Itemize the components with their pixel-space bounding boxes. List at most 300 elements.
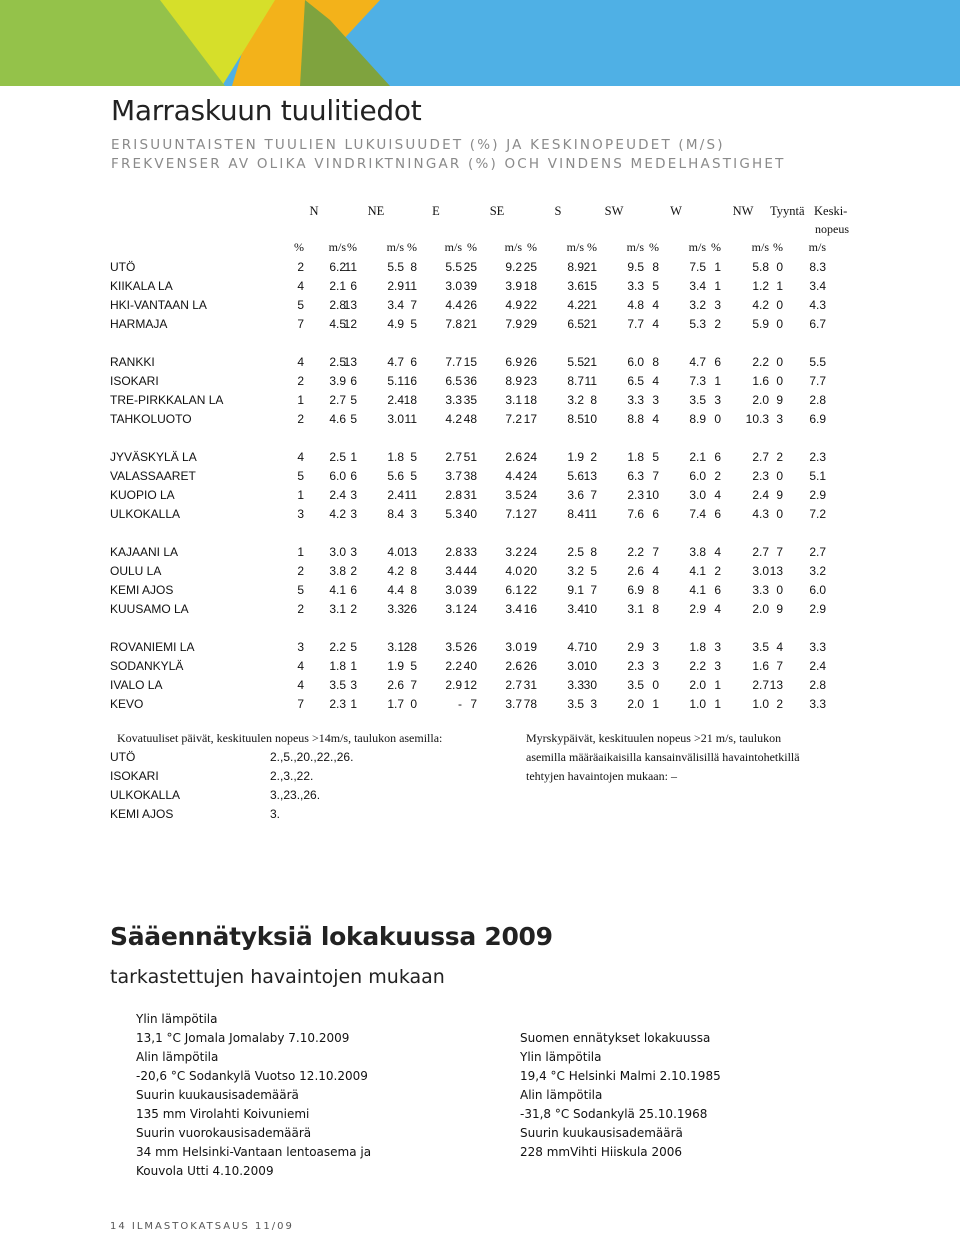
frequency-value: 4 [297,659,304,673]
frequency-value: 8 [652,260,659,274]
speed-value: 3.7 [445,469,462,483]
speed-value: 2.7 [752,678,769,692]
frequency-value: 13 [403,545,417,559]
frequency-value: 11 [584,507,597,521]
speed-value: 7.8 [445,317,462,331]
frequency-value: 4 [297,678,304,692]
direction-header: N [309,204,319,218]
frequency-value: 4 [652,412,659,426]
frequency-value: 7 [590,583,597,597]
speed-value: 4.6 [329,412,346,426]
speed-value: 2.2 [752,355,769,369]
speed-value: 2.9 [809,488,826,502]
frequency-value: 7 [410,298,417,312]
speed-value: 3.3 [387,602,404,616]
speed-value: 1.2 [752,279,769,293]
frequency-value: 35 [463,393,477,407]
speed-value: 3.4 [445,564,462,578]
station-name: RANKKI [110,355,155,369]
frequency-value: 18 [523,393,537,407]
record-right-line: Ylin lämpötila [520,1050,602,1064]
record-left-line: Alin lämpötila [136,1050,219,1064]
frequency-value: 7 [776,659,783,673]
unit-percent-header: % [649,240,659,254]
calm-header: Tyyntä [770,204,805,218]
mean-speed-header: nopeus [815,222,849,236]
frequency-value: 6 [714,583,721,597]
speed-value: 2.7 [752,545,769,559]
storm-station: KEMI AJOS [110,807,174,821]
speed-value: 3.6 [567,279,584,293]
record-right-line: Alin lämpötila [520,1088,603,1102]
unit-ms-header: m/s [444,240,462,254]
speed-value: 2.2 [627,545,644,559]
frequency-value: 24 [523,488,537,502]
speed-value: 5.1 [387,374,404,388]
record-right-line: Suurin kuukausisademäärä [520,1126,683,1140]
frequency-value: 51 [463,450,477,464]
frequency-value: 2 [297,602,304,616]
station-name: KUOPIO LA [110,488,175,502]
frequency-value: 27 [523,507,537,521]
speed-value: 9.2 [505,260,522,274]
speed-value: 6.9 [627,583,644,597]
frequency-value: 6 [714,355,721,369]
frequency-value: 4 [652,564,659,578]
speed-value: 4.2 [329,507,346,521]
frequency-value: 39 [463,279,477,293]
speed-value: 4.1 [689,583,706,597]
frequency-value: 8 [652,583,659,597]
speed-value: 1.0 [689,697,706,711]
frequency-value: 1 [776,279,783,293]
station-name: UTÖ [110,260,136,274]
frequency-value: 12 [343,317,357,331]
frequency-value: 8 [410,583,417,597]
station-name: ULKOKALLA [110,507,181,521]
speed-value: 3.8 [689,545,706,559]
mean-speed-header: Keski- [814,204,848,218]
speed-value: 5.9 [752,317,769,331]
speed-value: 5.6 [567,469,584,483]
unit-ms-header: m/s [566,240,584,254]
unit-percent-header: % [773,240,783,254]
frequency-value: 10 [583,602,597,616]
frequency-value: 0 [776,298,783,312]
station-name: KEMI AJOS [110,583,174,597]
frequency-value: 1 [714,697,721,711]
speed-value: 1.8 [627,450,644,464]
speed-value: 3.6 [567,488,584,502]
speed-value: 7.1 [505,507,522,521]
frequency-value: 23 [523,374,537,388]
frequency-value: 24 [523,545,537,559]
frequency-value: 5 [297,583,304,597]
speed-value: 4.4 [505,469,522,483]
frequency-value: 2 [714,564,721,578]
frequency-value: 2 [297,564,304,578]
frequency-value: 5 [350,640,357,654]
frequency-value: 4 [714,488,721,502]
frequency-value: 0 [776,374,783,388]
frequency-value: 21 [583,260,597,274]
frequency-value: 8 [652,602,659,616]
speed-value: 3.5 [752,640,769,654]
speed-value: 2.8 [809,393,826,407]
frequency-value: 48 [463,412,477,426]
station-name: KUUSAMO LA [110,602,189,616]
direction-header: E [432,204,440,218]
frequency-value: 7 [470,697,477,711]
speed-value: 3.3 [445,393,462,407]
speed-value: 1.6 [752,659,769,673]
speed-value: 3.0 [689,488,706,502]
speed-value: 7.9 [505,317,522,331]
frequency-value: 26 [463,298,477,312]
speed-value: 2.4 [387,393,404,407]
speed-value: 3.4 [387,298,404,312]
frequency-value: 8 [652,355,659,369]
speed-value: 9.5 [627,260,644,274]
frequency-value: 26 [403,602,417,616]
speed-value: 3.2 [809,564,826,578]
speed-value: 3.7 [505,697,522,711]
speed-value: 6.5 [627,374,644,388]
frequency-value: 5 [410,469,417,483]
frequency-value: 13 [583,469,597,483]
storm-days: 3. [270,807,281,821]
speed-value: 8.9 [505,374,522,388]
speed-value: 8.8 [627,412,644,426]
speed-value: 4.9 [505,298,522,312]
speed-value: 4.2 [387,564,404,578]
frequency-value: 1 [714,374,721,388]
frequency-value: 9 [776,488,783,502]
speed-value: 2.9 [387,279,404,293]
direction-header: SW [604,204,624,218]
speed-value: 1.9 [387,659,404,673]
speed-value: 8.4 [387,507,404,521]
station-name: KEVO [110,697,144,711]
speed-value: 1.8 [387,450,404,464]
station-name: ISOKARI [110,374,159,388]
frequency-value: 0 [776,583,783,597]
speed-value: 4.7 [567,640,584,654]
frequency-value: 6 [350,374,357,388]
direction-header: SE [489,204,505,218]
subtitle-swedish: FREKVENSER AV OLIKA VINDRIKTNINGAR (%) OCH VINDENS MEDELHASTIGHET [111,156,786,172]
frequency-value: 3 [714,393,721,407]
speed-value: 8.5 [567,412,584,426]
frequency-value: 4 [714,602,721,616]
unit-ms-header: m/s [751,240,769,254]
frequency-value: 9 [776,393,783,407]
speed-value: 5.6 [387,469,404,483]
station-name: OULU LA [110,564,162,578]
frequency-value: 7 [297,697,304,711]
speed-value: 4.3 [809,298,826,312]
frequency-value: 78 [523,697,537,711]
speed-value: 3.1 [505,393,522,407]
frequency-value: 3 [714,659,721,673]
frequency-value: 3 [297,507,304,521]
speed-value: 2.1 [689,450,706,464]
frequency-value: 3 [776,412,783,426]
speed-value: 7.4 [689,507,706,521]
speed-value: 1.8 [329,659,346,673]
direction-header: S [554,204,562,218]
frequency-value: 2 [590,450,597,464]
frequency-value: 21 [583,317,597,331]
speed-value: 4.7 [387,355,404,369]
speed-value: 2.6 [387,678,404,692]
frequency-value: 3 [652,393,659,407]
storm-days-title: Kovatuuliset päivät, keskituulen nopeus >14m/s, taulukon asemilla: [117,731,443,745]
frequency-value: 15 [583,279,597,293]
station-name: HKI-VANTAAN LA [110,298,207,312]
frequency-value: 4 [652,298,659,312]
frequency-value: 1 [714,279,721,293]
frequency-value: 5 [297,469,304,483]
page-footer: 14 ILMASTOKATSAUS 11/09 [110,1221,294,1232]
frequency-value: 40 [463,659,477,673]
station-name: SODANKYLÄ [110,659,184,673]
speed-value: 3.2 [567,393,584,407]
frequency-value: 6 [714,450,721,464]
speed-value: 2.3 [752,469,769,483]
speed-value: 5.8 [752,260,769,274]
speed-value: 3.0 [752,564,769,578]
speed-value: 4.5 [329,317,346,331]
speed-value: 3.1 [627,602,644,616]
speed-value: 2.4 [809,659,826,673]
speed-value: 3.2 [505,545,522,559]
frequency-value: 29 [523,317,537,331]
speed-value: 2.3 [329,697,346,711]
unit-percent-header: % [294,240,304,254]
speed-value: 4.7 [689,355,706,369]
frequency-value: 1 [714,678,721,692]
frequency-value: 8 [410,260,417,274]
frequency-value: 10 [583,640,597,654]
frequency-value: 30 [583,678,597,692]
speed-value: 2.2 [445,659,462,673]
speed-value: 4.2 [567,298,584,312]
frequency-value: 2 [776,697,783,711]
frequency-value: 3 [350,678,357,692]
speed-value: 3.4 [567,602,584,616]
storm-days: 3.,23.,26. [270,788,321,802]
speed-value: 2.8 [329,298,346,312]
frequency-value: 6 [350,469,357,483]
speed-value: 6.3 [627,469,644,483]
speed-value: 3.4 [809,279,826,293]
frequency-value: 4 [297,450,304,464]
frequency-value: 5 [297,298,304,312]
speed-value: 2.1 [329,279,346,293]
unit-percent-header: % [711,240,721,254]
speed-value: 2.2 [689,659,706,673]
speed-value: 3.5 [689,393,706,407]
frequency-value: 2 [297,412,304,426]
speed-value: 7.7 [809,374,826,388]
speed-value: 3.2 [567,564,584,578]
speed-value: 3.3 [809,697,826,711]
unit-ms-header: m/s [328,240,346,254]
speed-value: 2.3 [809,450,826,464]
speed-value: 6.0 [809,583,826,597]
station-name: HARMAJA [110,317,168,331]
record-right-line: 19,4 °C Helsinki Malmi 2.10.1985 [520,1069,721,1083]
frequency-value: 33 [463,545,477,559]
frequency-value: 44 [463,564,477,578]
speed-value: 3.5 [567,697,584,711]
frequency-value: 10 [583,412,597,426]
frequency-value: 1 [297,393,304,407]
speed-value: 2.7 [809,545,826,559]
storm-days: 2.,3.,22. [270,769,314,783]
frequency-value: 40 [463,507,477,521]
speed-value: 6.5 [445,374,462,388]
unit-percent-header: % [347,240,357,254]
speed-value: 8.9 [689,412,706,426]
header-banner [0,0,960,86]
speed-value: 6.0 [627,355,644,369]
frequency-value: 5 [410,659,417,673]
frequency-value: 24 [463,602,477,616]
record-left-line: 34 mm Helsinki-Vantaan lentoasema ja [136,1145,372,1159]
frequency-value: 10 [583,659,597,673]
station-name: IVALO LA [110,678,163,692]
frequency-value: 0 [652,678,659,692]
speed-value: 4.2 [445,412,462,426]
speed-value: 4.0 [505,564,522,578]
speed-value: 5.3 [689,317,706,331]
record-left-line: 135 mm Virolahti Koivuniemi [136,1107,310,1121]
frequency-value: 3 [714,640,721,654]
speed-value: 2.5 [329,355,346,369]
speed-value: 2.9 [689,602,706,616]
speed-value: 6.5 [567,317,584,331]
unit-ms-header: m/s [504,240,522,254]
frequency-value: 0 [776,355,783,369]
speed-value: 7.6 [627,507,644,521]
frequency-value: 5 [590,564,597,578]
record-left-line: 13,1 °C Jomala Jomalaby 7.10.2009 [136,1031,350,1045]
frequency-value: 13 [769,564,783,578]
frequency-value: 13 [343,355,357,369]
frequency-value: 7 [652,545,659,559]
speed-value: 7.7 [445,355,462,369]
frequency-value: 38 [463,469,477,483]
speed-value: 4.9 [387,317,404,331]
frequency-value: 3 [652,659,659,673]
speed-value: 2.5 [567,545,584,559]
frequency-value: 5 [652,279,659,293]
speed-value: 3.4 [689,279,706,293]
frequency-value: 3 [350,545,357,559]
speed-value: 8.3 [809,260,826,274]
frequency-value: 0 [410,697,417,711]
frequency-value: 3 [590,697,597,711]
speed-value: 2.7 [752,450,769,464]
station-name: TAHKOLUOTO [110,412,192,426]
frequency-value: 8 [590,393,597,407]
speed-value: 4.1 [329,583,346,597]
station-name: KAJAANI LA [110,545,179,559]
frequency-value: 26 [523,355,537,369]
speed-value: 3.5 [445,640,462,654]
speed-value: 5.5 [445,260,462,274]
frequency-value: 1 [350,697,357,711]
speed-value: 2.7 [329,393,346,407]
gale-note-line-3: tehtyjen havaintojen mukaan: – [526,769,677,783]
speed-value: 1.8 [689,640,706,654]
speed-value: 4.4 [387,583,404,597]
speed-value: 4.2 [752,298,769,312]
speed-value: 3.1 [387,640,404,654]
frequency-value: 11 [404,488,417,502]
speed-value: 3.3 [567,678,584,692]
record-left-line: Kouvola Utti 4.10.2009 [136,1164,274,1178]
speed-value: 5.1 [809,469,826,483]
speed-value: 10.3 [745,412,769,426]
frequency-value: 12 [463,678,477,692]
frequency-value: 1 [297,488,304,502]
gale-note-line-1: Myrskypäivät, keskituulen nopeus >21 m/s, taulukon [526,731,782,745]
speed-value: 1.7 [387,697,404,711]
direction-header: NE [367,204,385,218]
frequency-value: 22 [523,298,537,312]
frequency-value: 7 [297,317,304,331]
unit-percent-header: % [587,240,597,254]
records-subtitle: tarkastettujen havaintojen mukaan [110,966,445,988]
speed-value: 6.2 [329,260,346,274]
station-name: JYVÄSKYLÄ LA [110,450,197,464]
record-right-line: Suomen ennätykset lokakuussa [520,1031,711,1045]
speed-value: 4.0 [387,545,404,559]
frequency-value: 5 [410,450,417,464]
frequency-value: 22 [523,583,537,597]
speed-value: 3.5 [329,678,346,692]
station-name: KIIKALA LA [110,279,173,293]
frequency-value: 21 [583,355,597,369]
speed-value: 2.5 [329,450,346,464]
frequency-value: 2 [297,260,304,274]
speed-value: 3.5 [627,678,644,692]
record-right-line: -31,8 °C Sodankylä 25.10.1968 [520,1107,708,1121]
direction-header: W [670,204,682,218]
frequency-value: 4 [652,317,659,331]
frequency-value: 28 [403,640,417,654]
speed-value: 6.7 [809,317,826,331]
frequency-value: 2 [776,450,783,464]
speed-value: 6.0 [329,469,346,483]
frequency-value: 24 [523,450,537,464]
frequency-value: 10 [645,488,659,502]
frequency-value: 9 [776,602,783,616]
frequency-value: 26 [463,640,477,654]
storm-station: ULKOKALLA [110,788,181,802]
frequency-value: 0 [776,507,783,521]
frequency-value: 4 [297,279,304,293]
frequency-value: 16 [403,374,417,388]
unit-percent-header: % [407,240,417,254]
speed-value: 7.5 [689,260,706,274]
speed-value: 2.8 [445,545,462,559]
record-right-line: 228 mmVihti Hiiskula 2006 [520,1145,683,1159]
frequency-value: 19 [523,640,537,654]
